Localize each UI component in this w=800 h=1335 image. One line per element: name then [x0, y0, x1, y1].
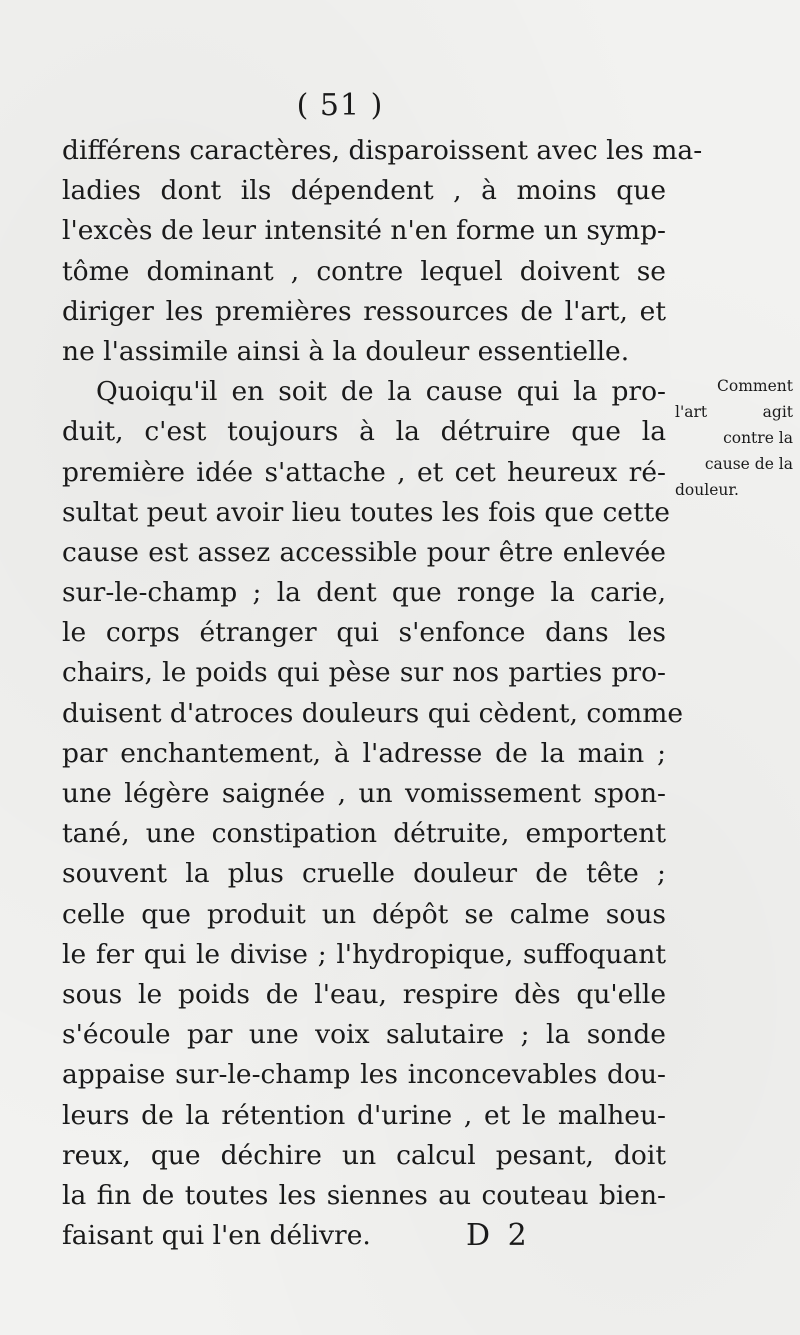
- text-line: appaise sur-le-champ les inconcevables dou-: [62, 1059, 666, 1091]
- text-line: tôme dominant , contre lequel doivent se: [62, 255, 666, 287]
- text-line: le corps étranger qui s'enfonce dans les: [62, 617, 666, 649]
- body-text: [62, 131, 703, 1256]
- page-number: ( 51 ): [296, 88, 384, 123]
- signature-mark: D 2: [466, 1218, 531, 1253]
- text-line: ladies dont ils dépendent , à moins que: [62, 175, 666, 207]
- margin-note-line: cause de la: [704, 455, 793, 473]
- text-line: différens caractères, disparoissent avec les ma-: [62, 135, 703, 166]
- text-line: celle que produit un dépôt se calme sous: [62, 898, 666, 930]
- text-line: diriger les premières ressources de l'art, et: [62, 295, 666, 327]
- text-line: duit, c'est toujours à la détruire que la: [62, 416, 666, 448]
- margin-note: [675, 373, 793, 503]
- text-line: sous le poids de l'eau, respire dès qu'elle: [62, 978, 666, 1010]
- text-line: la fin de toutes les siennes au couteau bien-: [62, 1179, 666, 1211]
- text-line: ne l'assimile ainsi à la douleur essentielle.: [62, 335, 630, 367]
- text-line: reux, que déchire un calcul pesant, doit: [62, 1139, 666, 1171]
- text-line: par enchantement, à l'adresse de la main ;: [62, 737, 666, 769]
- text-line: chairs, le poids qui pèse sur nos parties pro-: [62, 657, 666, 689]
- margin-note-line: douleur.: [675, 481, 739, 499]
- paragraph-first-line: Quoiqu'il en soit de la cause qui la pro-: [96, 376, 666, 408]
- text-line: première idée s'attache , et cet heureux ré-: [62, 456, 666, 488]
- margin-note-line: l'art agit: [675, 403, 793, 421]
- text-line: sultat peut avoir lieu toutes les fois que cette: [62, 496, 670, 528]
- text-line: sur-le-champ ; la dent que ronge la carie,: [62, 577, 666, 609]
- text-line: tané, une constipation détruite, emportent: [62, 818, 666, 850]
- text-line: s'écoule par une voix salutaire ; la sonde: [62, 1019, 666, 1051]
- text-line: souvent la plus cruelle douleur de tête ;: [62, 858, 666, 890]
- text-line: le fer qui le divise ; l'hydropique, suffoquant: [62, 938, 666, 970]
- text-line: une légère saignée , un vomissement spon-: [62, 778, 666, 809]
- text-line: leurs de la rétention d'urine , et le malheu-: [62, 1099, 666, 1131]
- margin-note-line: Comment: [717, 377, 793, 395]
- text-line: duisent d'atroces douleurs qui cèdent, comme: [62, 697, 684, 729]
- text-line: l'excès de leur intensité n'en forme un symp-: [62, 215, 666, 247]
- text-line: cause est assez accessible pour être enlevée: [62, 536, 666, 568]
- margin-note-line: contre la: [723, 429, 793, 447]
- text-line: faisant qui l'en délivre.: [62, 1220, 371, 1252]
